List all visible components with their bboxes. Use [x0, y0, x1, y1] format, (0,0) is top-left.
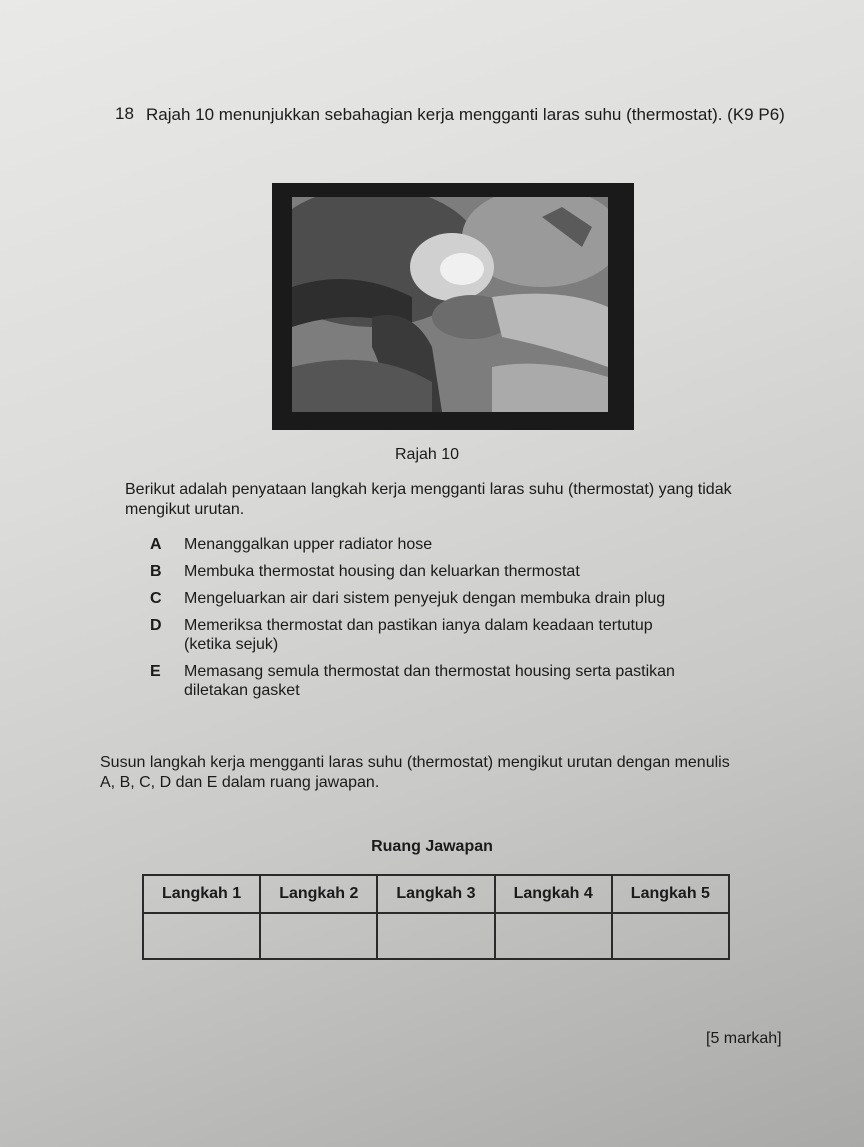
figure-caption: Rajah 10	[395, 446, 460, 463]
header-langkah-1: Langkah 1	[143, 875, 260, 913]
step-letter: D	[150, 617, 162, 634]
step-text: Menanggalkan upper radiator hose	[184, 536, 433, 553]
thermostat-photo	[292, 197, 608, 412]
answer-input-row	[143, 913, 729, 959]
answer-space-title: Ruang Jawapan	[371, 838, 493, 855]
marks-label: [5 markah]	[706, 1030, 782, 1047]
header-langkah-2: Langkah 2	[260, 875, 377, 913]
thermostat-photo-illustration	[292, 197, 608, 412]
step-list	[150, 535, 710, 708]
header-langkah-3: Langkah 3	[377, 875, 494, 913]
header-langkah-5: Langkah 5	[612, 875, 729, 913]
answer-cell-3[interactable]	[377, 913, 494, 959]
question-number: 18	[115, 104, 134, 123]
step-text: Membuka thermostat housing dan keluarkan thermostat	[184, 563, 580, 580]
answer-cell-1[interactable]	[143, 913, 260, 959]
step-letter: A	[150, 536, 162, 553]
answer-header-row	[143, 875, 729, 913]
answer-cell-2[interactable]	[260, 913, 377, 959]
step-letter: C	[150, 590, 162, 607]
step-item	[150, 589, 710, 608]
step-text: Memasang semula thermostat dan thermostat housing serta pastikan diletakan gasket	[184, 663, 675, 699]
step-letter: E	[150, 663, 161, 680]
instruction-text: Susun langkah kerja mengganti laras suhu (thermostat) mengikut urutan dengan menulis A, B, C, D dan E dalam ruang jawapan.	[100, 754, 730, 791]
answer-table	[142, 874, 730, 960]
figure-frame	[272, 183, 634, 430]
answer-cell-4[interactable]	[495, 913, 612, 959]
step-text: Memeriksa thermostat dan pastikan ianya dalam keadaan tertutup (ketika sejuk)	[184, 617, 653, 653]
question-text: Rajah 10 menunjukkan sebahagian kerja mengganti laras suhu (thermostat). (K9 P6)	[146, 105, 785, 124]
intro-text: Berikut adalah penyataan langkah kerja mengganti laras suhu (thermostat) yang tidak mengikut urutan.	[125, 481, 732, 518]
header-langkah-4: Langkah 4	[495, 875, 612, 913]
step-item	[150, 562, 710, 581]
step-item	[150, 535, 710, 554]
answer-cell-5[interactable]	[612, 913, 729, 959]
step-item	[150, 662, 710, 700]
step-text: Mengeluarkan air dari sistem penyejuk dengan membuka drain plug	[184, 590, 666, 607]
step-letter: B	[150, 563, 162, 580]
step-item	[150, 616, 710, 654]
